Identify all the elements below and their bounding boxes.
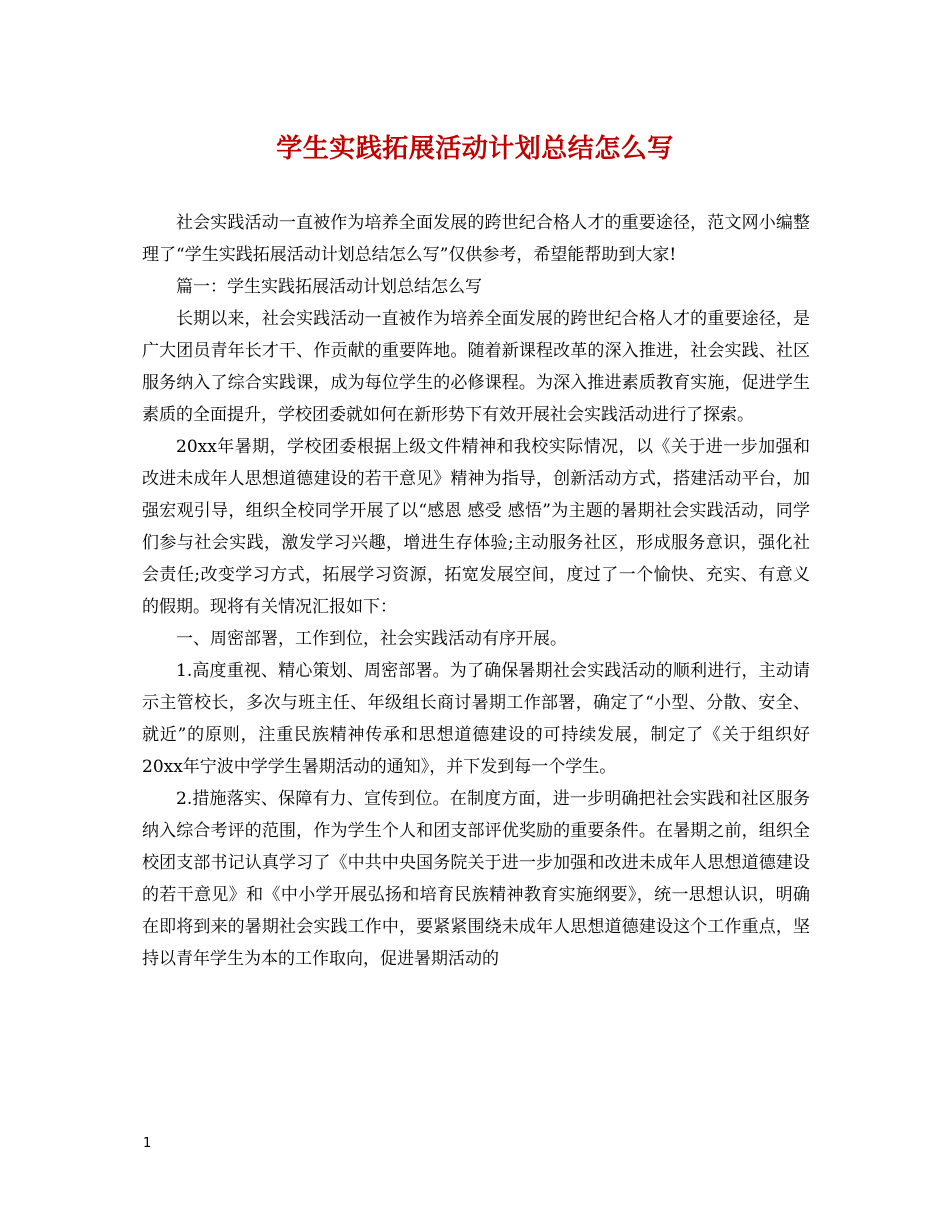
- document-body: [142, 207, 810, 975]
- paragraph-item-one: 1.高度重视、精心策划、周密部署。为了确保暑期社会实践活动的顺利进行，主动请示主管校长，多次与班主任、年级组长商讨暑期工作部署，确定了“小型、分散、安全、就近”的原则，注重民族精神传承和思想道德建设的可持续发展，制定了《关于组织好20xx年宁波中学学生暑期活动的通知》，并下发到每一个学生。: [142, 661, 810, 777]
- document-title: 学生实践拓展活动计划总结怎么写: [276, 134, 674, 164]
- paragraph-intro: 社会实践活动一直被作为培养全面发展的跨世纪合格人才的重要途径，范文网小编整理了“学生实践拓展活动计划总结怎么写”仅供参考，希望能帮助到大家!: [142, 213, 810, 265]
- paragraph-background: 长期以来，社会实践活动一直被作为培养全面发展的跨世纪合格人才的重要途径，是广大团员青年长才干、作贡献的重要阵地。随着新课程改革的深入推进，社会实践、社区服务纳入了综合实践课，成为每位学生的必修课程。为深入推进素质教育实施，促进学生素质的全面提升，学校团委就如何在新形势下有效开展社会实践活动进行了探索。: [142, 309, 810, 425]
- page-number: 1: [143, 1136, 152, 1151]
- paragraph-summer-activity: 20xx年暑期，学校团委根据上级文件精神和我校实际情况，以《关于进一步加强和改进未成年人思想道德建设的若干意见》精神为指导，创新活动方式，搭建活动平台，加强宏观引导，组织全校同学开展了以“感恩 感受 感悟”为主题的暑期社会实践活动，同学们参与社会实践，激发学习兴趣，增进生存体验;主动服务社区，形成服务意识，强化社会责任;改变学习方式，拓展学习资源，拓宽发展空间，度过了一个愉快、充实、有意义的假期。现将有关情况汇报如下：: [142, 437, 810, 617]
- paragraph-point-one: 一、周密部署，工作到位，社会实践活动有序开展。: [176, 629, 567, 649]
- paragraph-section-heading: 篇一：学生实践拓展活动计划总结怎么写: [176, 277, 482, 297]
- paragraph-item-two: 2.措施落实、保障有力、宣传到位。在制度方面，进一步明确把社会实践和社区服务纳入综合考评的范围，作为学生个人和团支部评优奖励的重要条件。在暑期之前，组织全校团支部书记认真学习了《中共中央国务院关于进一步加强和改进未成年人思想道德建设的若干意见》和《中小学开展弘扬和培育民族精神教育实施纲要》，统一思想认识，明确在即将到来的暑期社会实践工作中，要紧紧围绕未成年人思想道德建设这个工作重点，坚持以青年学生为本的工作取向，促进暑期活动的: [142, 789, 810, 969]
